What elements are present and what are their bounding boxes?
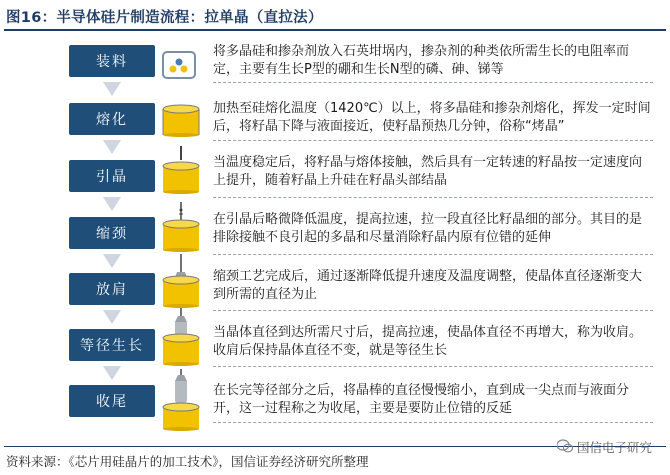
crucible-seeding-illustration <box>161 146 201 198</box>
step-button-necking: 缩颈 <box>69 217 155 249</box>
step-description-seeding: 当温度稳定后，将籽晶与熔体接触，然后具有一定转速的籽晶按一定速度向上提升，随着籽晶上升硅在籽晶头部结晶 <box>213 155 643 188</box>
watermark-text: 国信电子研究 <box>576 440 652 455</box>
step-description-loading: 将多晶硅和掺杂剂放入石英坩埚内，掺杂剂的种类依所需生长的电阻率而定，主要有生长P型的硼和生长N型的磷、砷、锑等 <box>213 44 630 77</box>
figure-title: 图16：半导体硅片制造流程：拉单晶（直拉法） <box>6 10 323 26</box>
step-divider <box>213 254 653 255</box>
crucible-tailing-illustration <box>161 369 201 435</box>
watermark <box>557 438 652 456</box>
arrow-down-icon <box>103 254 121 268</box>
step-description-melting: 加热至硅熔化温度（1420℃）以上，将多晶硅和掺杂剂熔化，挥发一定时间后，将籽晶下降与液面接近，使籽晶预热几分钟，俗称“烤晶” <box>213 101 651 134</box>
step-button-tailing: 收尾 <box>69 385 155 417</box>
crucible-melting-illustration <box>161 103 201 141</box>
arrow-down-icon <box>103 140 121 154</box>
step-description-shouldering: 缩颈工艺完成后，通过逐渐降低提升速度及温度调整，使晶体直径逐渐变大到所需的直径为止 <box>213 269 643 302</box>
arrow-down-icon <box>103 82 121 96</box>
step-button-seeding: 引晶 <box>69 160 155 192</box>
step-button-melting: 熔化 <box>69 103 155 135</box>
arrow-down-icon <box>103 197 121 211</box>
step-button-shouldering: 放肩 <box>69 273 155 305</box>
source-note: 资料来源：《芯片用硅晶片的加工技术》，国信证券经济研究所整理 <box>6 454 369 469</box>
step-divider <box>213 82 653 83</box>
crucible-necking-illustration <box>161 202 201 256</box>
step-divider <box>213 366 653 367</box>
title-divider <box>4 29 666 31</box>
step-divider <box>213 140 653 141</box>
step-divider <box>213 310 653 311</box>
step-divider <box>213 197 653 198</box>
step-description-body-growth: 当晶体直径到达所需尺寸后，提高拉速，使晶体直径不再增大，称为收肩。收肩后保持晶体直径不变，就是等径生长 <box>213 325 643 358</box>
arrow-down-icon <box>103 310 121 324</box>
wechat-logo-icon <box>557 439 573 456</box>
step-button-body-growth: 等径生长 <box>69 329 155 361</box>
step-divider <box>213 422 653 423</box>
crucible-loading-illustration <box>161 50 201 84</box>
step-description-necking: 在引晶后略微降低温度，提高拉速，拉一段直径比籽晶细的部分。其目的是排除接触不良引起的多晶和尽量消除籽晶内原有位错的延伸 <box>213 212 643 245</box>
crucible-shouldering-illustration <box>161 254 201 312</box>
arrow-down-icon <box>103 366 121 380</box>
step-button-loading: 装料 <box>69 45 155 77</box>
crucible-body-growth-illustration <box>161 308 201 370</box>
step-description-tailing: 在长完等径部分之后，将晶棒的直径慢慢缩小，直到成一尖点而与液面分开，这一过程称之为收尾，主要是要防止位错的反延 <box>213 383 630 416</box>
